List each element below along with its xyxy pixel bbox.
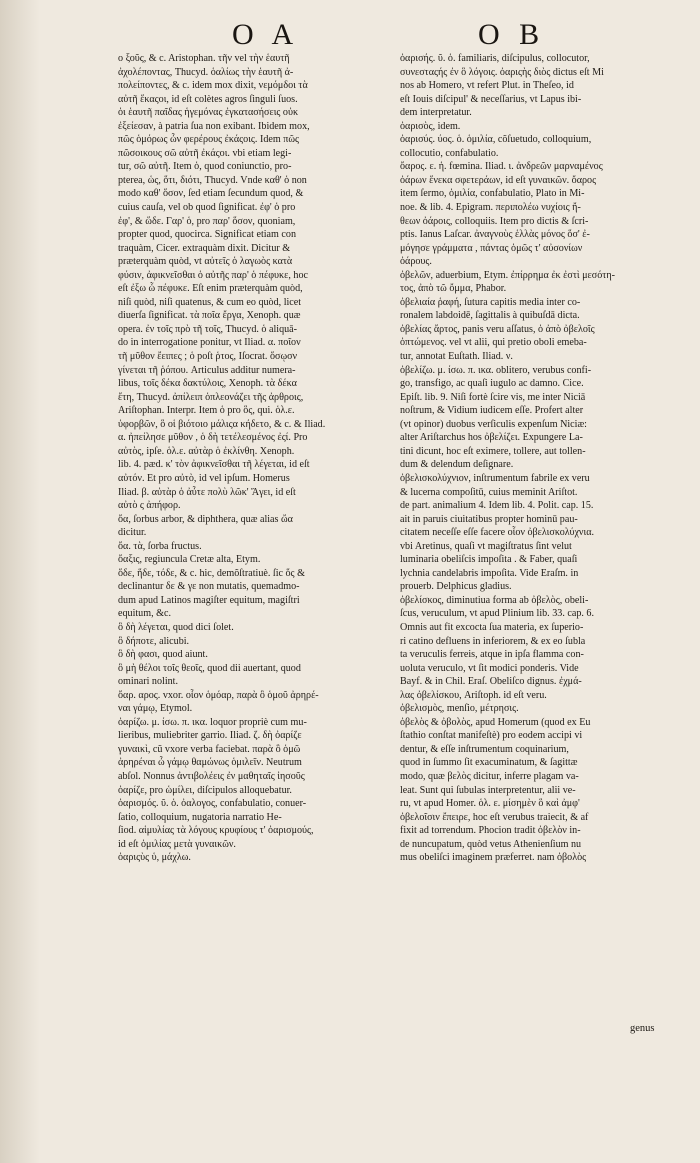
text-line: do in interrogatione ponitur, vt Iliad. α. ποῖον <box>118 337 301 349</box>
text-line: ſiod. αἱμυλίας τὰ λόγους κρυφίους τ' ὀαρισμούς, <box>118 825 314 837</box>
text-line: ὀαρισής. ῦ. ὁ. familiaris, diſcipulus, collocutor, <box>400 53 590 64</box>
text-line: ὀάρους. <box>400 256 432 268</box>
text-line: præterquàm quòd, vt αὐτεῖς ὁ λαγωὸς κατὰ <box>118 256 293 268</box>
text-line: dum & delendum deſignare. <box>400 459 514 471</box>
text-line: α. ἠπείλησε μῦθον , ὁ δὴ τετέλεσμένος ἐςί. Pro <box>118 432 308 444</box>
text-line: de nuncupatum, quòd vetus Athenienſium nu <box>400 838 582 850</box>
text-line: γίνεται τῆ ῥόπου. Articulus additur numera- <box>118 364 296 376</box>
text-line: ὄαρος. ε. ἡ. fœmina. Iliad. ι. ἀνδρεῶν μαρναμένος <box>400 161 603 173</box>
text-line: dentur, & eſſe inſtrumentum coquinarium, <box>400 743 569 755</box>
text-line: modo, quæ βελὸς dicitur, inferre plagam va- <box>400 770 579 782</box>
text-line: ru, vt apud Homer. ὁλ. ε. μίσημὲν ὃ καὶ ἀμφ' <box>400 798 580 810</box>
text-line: mus obeliſci imaginem præferret. nam ὀβολὸς <box>400 852 587 864</box>
text-line: ὄα, ſorbus arbor, & diphthera, quæ alias ὤα <box>118 513 293 525</box>
text-line: μόγησε γράμματα , πάντας ὁμῶς τ' αὐσονίων <box>400 242 583 254</box>
text-line: ait in paruis ciuitatibus propter hominū pau- <box>400 513 578 525</box>
text-line: id eſt ὁμιλίας μετὰ γυναικῶν. <box>118 838 236 850</box>
text-line: ὀαριςὺς ὑ, μάχλω. <box>118 852 191 864</box>
text-line: αὐτὸς, ipſe. ὁλ.ε. αὐτὰρ ὁ ἐκλίνθη. Xenoph. <box>118 445 295 457</box>
text-line: noſtrum, & Vidium iudicem eſſe. Profert alter <box>400 405 584 417</box>
text-line: ὀαρισύς. ύος. ὁ. ὁμιλία, cõſuetudo, colloquium, <box>400 134 592 146</box>
text-line: ta veruculis ferreis, atque in ipſa flamma con- <box>400 649 584 661</box>
text-line: ὄα. τὰ, ſorba fructus. <box>118 540 202 552</box>
text-line: γυναικὶ, cũ vxore verba faciebat. παρὰ ὃ ὁμῶ <box>118 743 301 755</box>
text-line: leat. Sunt qui ſubulas interpretentur, alii ve- <box>400 784 576 796</box>
text-line: ὀπτώμενος. vel vt alii, qui pretio oboli emeba- <box>400 337 587 349</box>
text-line: item ſermo, ὁμιλία, confabulatio, Plato in Mi- <box>400 188 585 200</box>
text-line: ὀβελίσκος, diminutiua forma ab ὀβελὸς, obeli- <box>400 594 589 606</box>
text-line: ὃ μὴ θέλοι τοῖς θεοῖς, quod dii auertant, quod <box>118 662 301 674</box>
running-head-left: O A <box>232 18 300 51</box>
text-line: Bayf. & in Chil. Eraſ. Obeliſco dignus. ἐχμά- <box>400 676 582 688</box>
text-line: niſi quòd, niſi quatenus, & cum eo quòd, licet <box>118 296 302 308</box>
text-line: ο ξοῦς, & c. Aristophan. τῆν vel τὴν ἑαυτῆ <box>118 53 290 64</box>
text-line: lychnia candelabris impoſita. Vide Eraſm. in <box>400 567 579 579</box>
text-line: dem interpretatur. <box>400 107 472 119</box>
text-line: citatem neceſſe eſſe facere οἷον ὀβελισκολύχνια. <box>400 527 595 539</box>
text-line: fixit ad torrendum. Phocion tradit ὀβελὸν in- <box>400 825 581 837</box>
text-line: τῆ μῦθον ἔειπες ; ὁ poſt ῥτος, Iſocrat. ὅσῳσν <box>118 351 298 363</box>
text-line: diuerſa ſignificat. τὰ ποῖα ἔργα, Xenoph. quæ <box>118 310 301 322</box>
text-line: αὐτῆ ἕκαςοι, id eſt colètes agros ſinguli ſuos. <box>118 93 298 105</box>
text-line: ἐξείεσαν, à patria ſua non exibant. Ibidem mox, <box>118 120 310 132</box>
text-line: abſol. Nonnus ἀντιβολέεις ἐν μαθηταῖς ἰησοῦς <box>118 770 305 782</box>
text-line: ὅδε, ἥδε, τόδε, & c. hic, demõſtratiuè. ſic ὅς & <box>118 567 305 579</box>
text-line: Epiſt. lib. 9. Niſi fortè ſcire vis, me inter Niciā <box>400 391 586 403</box>
text-line: eſt ἐξω ὧ πέφυκε. Eſt enim præterquàm quòd, <box>118 283 303 295</box>
text-line: dicitur. <box>118 527 147 539</box>
text-line: quod in ſummo ſit exacuminatum, & ſagittæ <box>400 757 578 769</box>
text-line: opera. ἐν τοῖς πρὸ τῆ τοῖς, Thucyd. ὁ aliquā- <box>118 323 298 335</box>
text-line: ὀβελισκολύχνιον, inſtrumentum fabrile ex veru <box>400 472 590 484</box>
text-line: πολείποντες, & c. idem mox dixit, νεμόμδοι τὰ <box>118 80 308 92</box>
text-line: ὀβελὸς & ὀβολὸς, apud Homerum (quod ex Eu <box>400 716 591 728</box>
text-line: συνεσταςής ἐν ὃ λόγοις. ὀαριςὴς διὸς dictus eſt Mi <box>400 66 604 78</box>
text-line: equitum, &c. <box>118 608 171 620</box>
text-line: ominari nolint. <box>118 676 178 688</box>
text-line: tini dicunt, hoc eſt eximere, tollere, aut tollen- <box>400 445 586 457</box>
text-line: ἀχολέποντας, Thucyd. ὁαλίως τὴν ἑαυτῆ ἀ- <box>118 66 294 78</box>
text-line: ὃ δήποτε, alicubi. <box>118 635 190 647</box>
text-line: nos ab Homero, vt refert Plut. in Theſeo, id <box>400 80 574 92</box>
text-line: pterea, ὡς, ὅτι, διότι, Thucyd. Vnde καθ' ὁ non <box>118 174 307 186</box>
text-line: ἐφ', & ὥδε. Γαρ' ὁ, pro παρ' ὅσον, quoniam, <box>118 215 296 227</box>
text-line: ὀβελιαία ῥαφή, ſutura capitis media inter co- <box>400 296 581 308</box>
text-line: de part. animalium 4. Idem lib. 4. Polit. cap. 15. <box>400 500 594 512</box>
text-line: collocutio, confabulatio. <box>400 147 499 159</box>
text-line: ὀάρων ἕνεκα σφετεράων, id eſt γυναικῶν. ὄαρος <box>400 174 597 186</box>
text-line: ronalem labdoidē, ſagittalis à quibuſdā dicta. <box>400 310 580 322</box>
text-line: λας ὀβελίσκου, Ariſtoph. id eſt veru. <box>400 689 547 701</box>
text-line: ὀβελισμὸς, menſio, μέτρησις. <box>400 703 519 715</box>
text-line: ὀαρισμός. ῦ. ὁ. ὀαλογος, confabulatio, conuer- <box>118 798 307 810</box>
left-column <box>118 52 393 865</box>
text-line: ἀρηρέναι ὦ γάμῳ θαμώνως ὁμιλεῖν. Neutrum <box>118 757 302 769</box>
text-line: τος, ἀπὸ τῶ ὄμμα, Phabor. <box>400 283 507 295</box>
text-line: ἔτη, Thucyd. ἀπίλειπ ὁπλεονάζει τῆς ἀρθροις, <box>118 391 304 403</box>
text-line: ναι γάμῳ, Etymol. <box>118 703 193 715</box>
text-line: ὃ δὴ φασι, quod aiunt. <box>118 649 208 661</box>
text-line: πῶς ὁμόρως ὦν φερέρους ἐκάςοις. Idem πῶς <box>118 134 299 146</box>
text-line: Omnis aut fit excocta ſua materia, ex ſuperio- <box>400 621 584 633</box>
text-line: ſcus, veruculum, vt apud Plinium lib. 33. cap. 6. <box>400 608 594 620</box>
text-line: ὃ δὴ λέγεται, quod dici ſolet. <box>118 621 234 633</box>
text-line: Ariſtophan. Interpr. Item ὁ pro ὃς, qui. ὁλ.ε. <box>118 405 295 417</box>
text-line: noe. & lib. 4. Epigram. περιπολέω νυχίοις ἤ- <box>400 202 581 214</box>
text-line: ὀαρισὸς, idem. <box>400 120 461 132</box>
text-line: lieribus, muliebriter garrio. Iliad. ζ. δὴ ὀαρίζε <box>118 730 302 742</box>
text-line: φύσιν, ἀφικνεῖσθαι ὁ αὐτῆς παρ' ὁ πέφυκε, hoc <box>118 269 308 281</box>
text-line: vbi Aretinus, quaſi vt magiſtratus ſint velut <box>400 540 572 552</box>
text-line: (vt opinor) duobus verſiculis expenſum Niciæ: <box>400 418 587 430</box>
text-line: luminaria obeliſcis impoſita . & Faber, quaſi <box>400 554 578 566</box>
text-line: ὀβελοῖσιν ἔπειρε, hoc eſt verubus traiecit, & af <box>400 811 589 823</box>
text-line: lib. 4. pæd. κ' τὸν ἀφικνεῖσθαι τῆ λέγεται, id eſt <box>118 459 310 471</box>
text-line: tur, annotat Euſtath. Iliad. ν. <box>400 351 513 363</box>
catchword: genus <box>630 1023 655 1034</box>
text-line: ὁι ἑαυτῆ παῖδας ἡγεμόνας ἐγκατασήσεις οὐκ <box>118 107 299 119</box>
text-line: dum apud Latinos magiſter equitum, magiſtri <box>118 594 300 606</box>
text-line: θεων ὀάροις, colloquiis. Item pro dictis & ſcri- <box>400 215 589 227</box>
text-line: alter Ariſtarchus hos ὀβελίζει. Expungere La- <box>400 432 583 444</box>
text-line: αὐτὸ ς ἀπήφορ. <box>118 500 181 512</box>
text-line: & lucerna compoſitū, cuius meminit Ariſtot. <box>400 486 578 498</box>
text-line: cuius cauſa, vel ob quod ſignificat. ἐφ' ὁ pro <box>118 202 296 214</box>
text-line: libus, τοῖς δέκα δακτύλοις, Xenoph. τὰ δέκα <box>118 378 297 390</box>
text-line: ſatio, colloquium, nugatoria narratio He- <box>118 811 282 823</box>
text-line: ὑφορβῶν, ὃ οἱ βιότοιο μάλιςα κήδετο, & c. & Iliad. <box>118 418 326 430</box>
text-line: eſt Iouis diſcipul' & neceſſarius, vt Lapus ibi- <box>400 93 582 105</box>
right-column <box>400 52 670 865</box>
text-line: modo καθ' ὅσον, ſed etiam ſecundum quod, & <box>118 188 304 200</box>
text-line: αὐτόν. Et pro αὐτὸ, id vel ipſum. Homerus <box>118 472 290 484</box>
text-line: prouerb. Delphicus gladius. <box>400 581 512 593</box>
text-line: ὀβελίζω. μ. ίσω. π. ικα. oblitero, verubus confi- <box>400 364 592 376</box>
running-head-right: O B <box>478 18 546 51</box>
text-line: ὄαξις, regiuncula Cretæ alta, Etym. <box>118 554 261 566</box>
text-line: uoluta veruculo, vt ſit modici ponderis. Vide <box>400 662 579 674</box>
text-line: ὀαρίζω. μ. ίσω. π. ικα. loquor propriè cum mu- <box>118 716 307 728</box>
text-line: ὄαρ. αρος. vxor. οἷον ὁμόαρ, παρὰ ὃ ὁμοῦ ἀρηρέ- <box>118 689 319 701</box>
text-line: declinantur δε & γε non mutatis, quemadmo- <box>118 581 300 593</box>
text-line: ὀαρίζε, pro ὡμίλει, diſcipulos alloquebatur. <box>118 784 292 796</box>
text-line: tur, σῶ αὐτῆ. Item ὁ, quod coniunctio, pro- <box>118 161 292 173</box>
text-line: ri catino defluens in inferiorem, & ex eo ſubla <box>400 635 586 647</box>
text-line: ptis. Ianus Laſcar. ἀναγνοὺς ἑλλὰς μόνος ὅσ' ἐ- <box>400 229 590 241</box>
text-line: Iliad. β. αὐτὰρ ὁ ἀὖτε πολὺ λῶκ' Ἄγει, id eſt <box>118 486 296 498</box>
text-line: ſtathio conſtat manifeſtè) pro eodem accipi vi <box>400 730 583 742</box>
gutter-shadow <box>0 0 40 1163</box>
text-line: propter quod, quocirca. Significat etiam con <box>118 229 296 241</box>
text-line: ὀβελῶν, aduerbium, Etym. ἐπίρρημα ἐκ ἐστὶ μεσότη- <box>400 269 615 281</box>
text-line: traquàm, Cicer. extraquàm dixit. Dicitur & <box>118 242 291 254</box>
text-line: πῶσοικους σῶ αὐτῆ ἐκάςοι. vbi etiam legi- <box>118 147 292 159</box>
text-line: ὀβελίας ἄρτος, panis veru aſſatus, ὁ ἀπὸ ὀβελοῖς <box>400 323 595 335</box>
text-line: go, transfigo, ac quaſi iugulo ac damno. Cice. <box>400 378 584 390</box>
